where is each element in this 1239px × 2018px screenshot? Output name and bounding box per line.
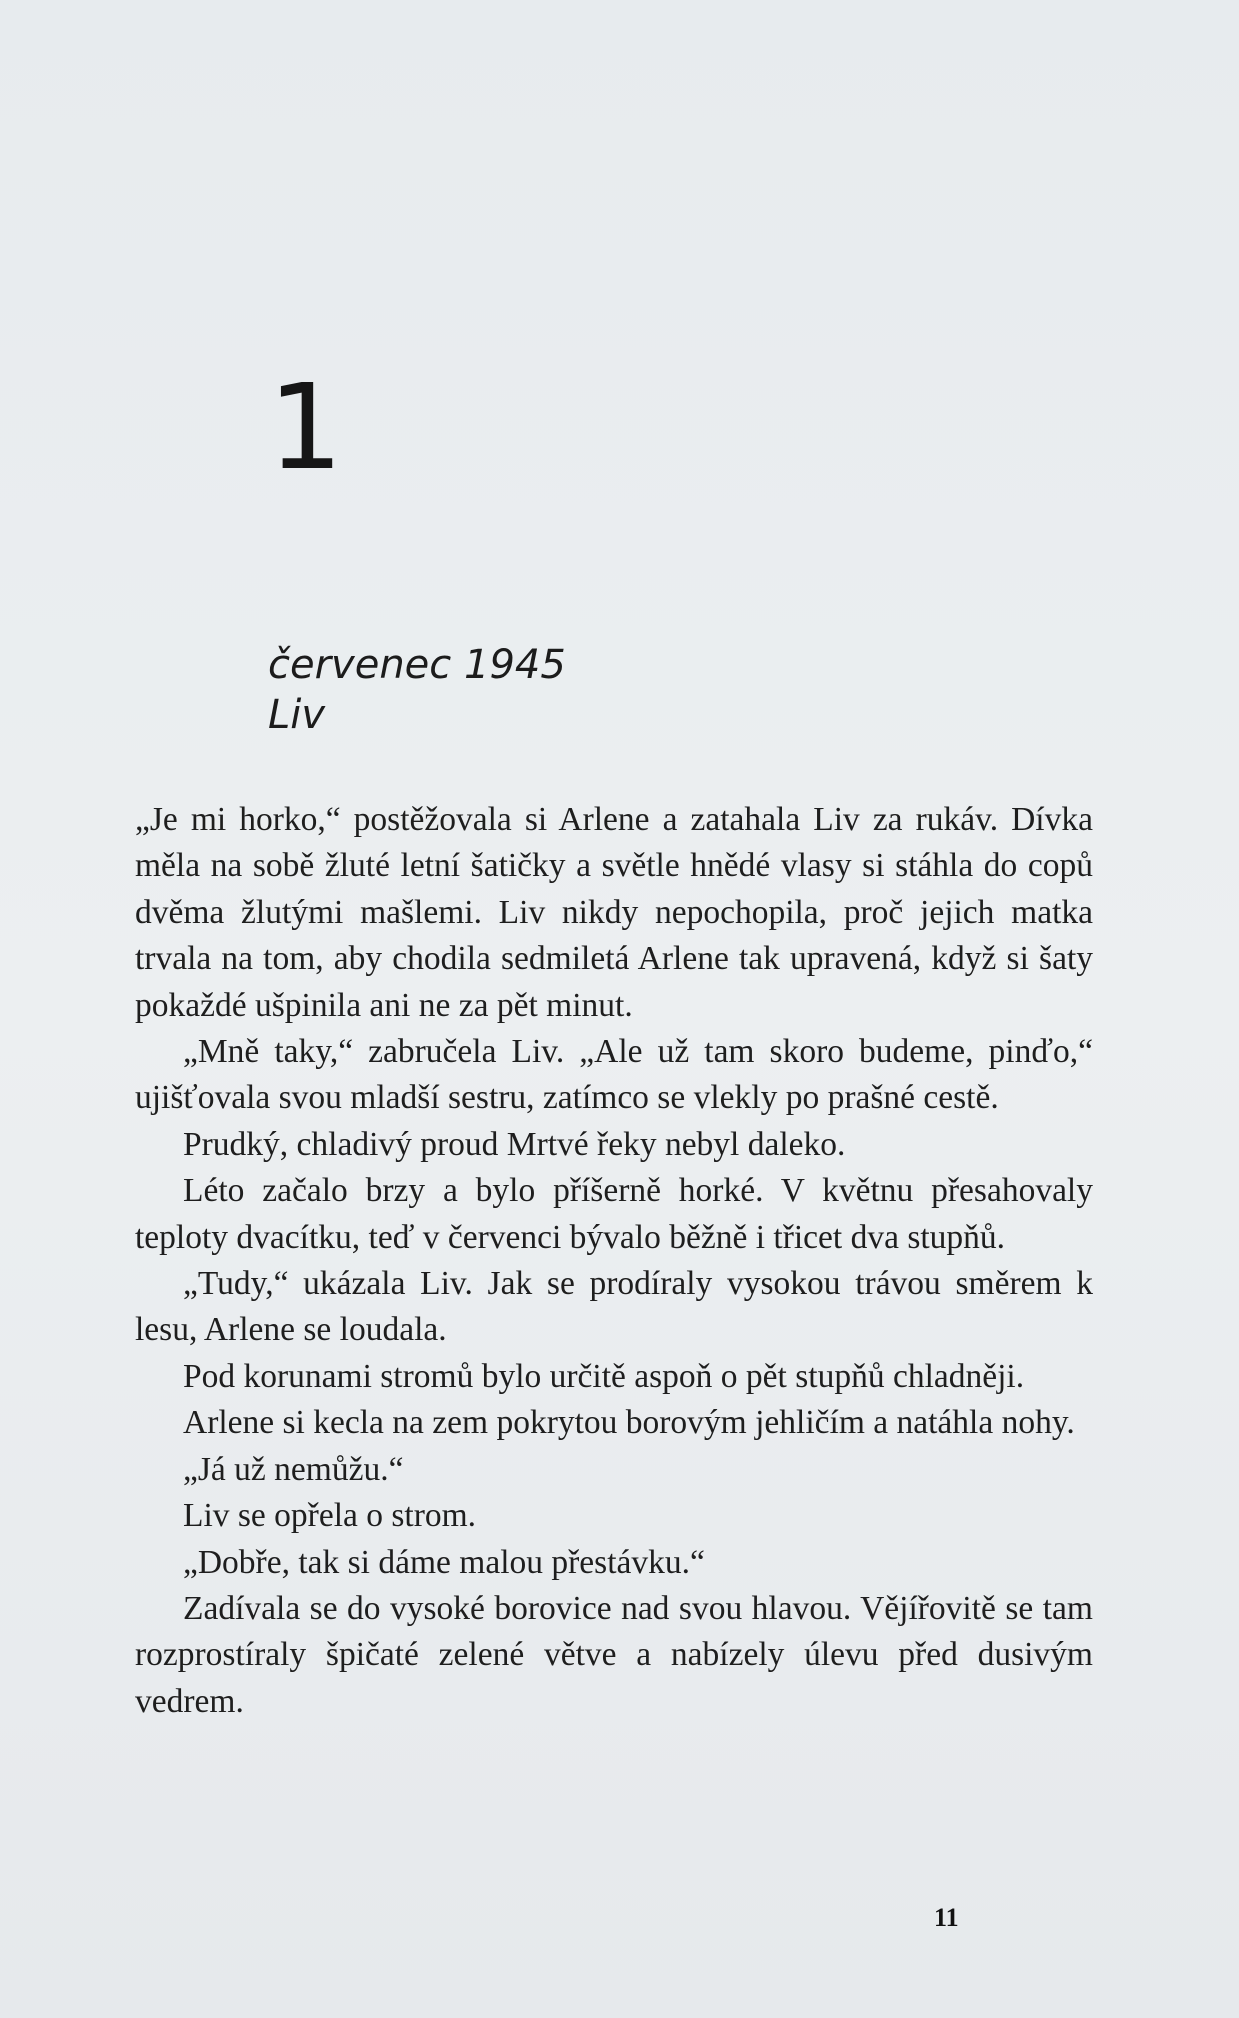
paragraph: Léto začalo brzy a bylo příšerně horké. V květnu přesahovaly teploty dvacítku, teď v červenci bývalo běžně i třicet dva stupňů. (135, 1172, 1093, 1256)
paragraph: „Tudy,“ ukázala Liv. Jak se prodíraly vysokou trávou směrem k lesu, Arlene se loudala. (135, 1265, 1093, 1349)
chapter-heading (268, 640, 566, 740)
paragraph: „Je mi horko,“ postěžovala si Arlene a zatahala Liv za rukáv. Dívka měla na sobě žluté letní šatičky a světle hnědé vlasy si stáhla do copů dvěma žlutými mašlemi. Liv nikdy nepochopila, proč jejich matka trvala na tom, aby chodila sedmiletá Arlene tak upravená, když si šaty pokaždé ušpinila ani ne za pět minut. (135, 801, 1093, 1024)
paragraph: Zadívala se do vysoké borovice nad svou hlavou. Vějířovitě se tam rozprostíraly špičaté zelené větve a nabízely úlevu před dusivým vedrem. (135, 1589, 1093, 1720)
paragraph: Prudký, chladivý proud Mrtvé řeky nebyl daleko. (183, 1125, 846, 1163)
paragraph: Liv se opřela o strom. (183, 1497, 477, 1535)
chapter-narrator: Liv (268, 692, 326, 738)
chapter-number: 1 (268, 358, 344, 496)
paragraph: Arlene si kecla na zem pokrytou borovým jehličím a natáhla nohy. (183, 1404, 1075, 1442)
page-number: 11 (934, 1903, 959, 1932)
paragraph: Pod korunami stromů bylo určitě aspoň o pět stupňů chladněji. (183, 1357, 1025, 1395)
body-text (135, 797, 1093, 1725)
paragraph: „Mně taky,“ zabručela Liv. „Ale už tam skoro budeme, pinďo,“ ujišťovala svou mladší sestru, zatímco se vlekly po prašné cestě. (135, 1033, 1093, 1117)
paragraph: „Dobře, tak si dáme malou přestávku.“ (183, 1543, 705, 1581)
paragraph: „Já už nemůžu.“ (183, 1450, 404, 1488)
chapter-date: červenec 1945 (268, 642, 566, 688)
